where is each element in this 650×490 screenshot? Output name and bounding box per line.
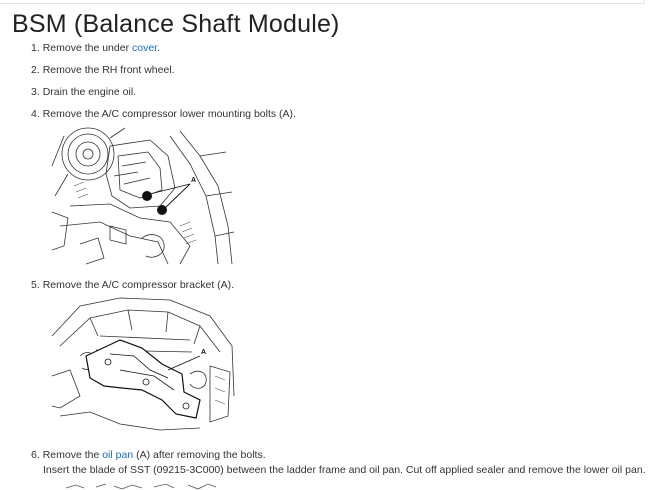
figure-callout-a: A [201,349,207,356]
step-number: 4. [31,108,40,120]
step-number: 1. [31,42,40,54]
cover-link[interactable]: cover [132,42,158,54]
step-4 [31,107,296,121]
figure-ac-compressor-bolts [50,126,235,266]
step-text: Drain the engine oil. [42,86,137,98]
step-number: 5. [31,279,40,291]
step-1 [31,41,160,55]
top-divider [0,3,645,4]
page-title: BSM (Balance Shaft Module) [12,10,340,38]
step-text: Remove the [42,449,103,461]
step-text: Remove the RH front wheel. [42,64,175,76]
step-2 [31,63,175,77]
step-5 [31,278,234,292]
step-text: Remove the under [42,42,132,54]
figure-callout-a: A [191,177,197,184]
figure-oil-pan-partial [62,482,222,490]
step-6-note: Insert the blade of SST (09215-3C000) between the ladder frame and oil pan. Cut off applied sealer and remove the lower oil pan. [43,464,646,476]
step-3 [31,85,136,99]
step-number: 2. [31,64,40,76]
engine-illustration-2 [50,296,235,436]
step-text-end: . [157,42,161,54]
step-text: Remove the A/C compressor lower mounting bolts (A). [42,108,296,120]
oil-pan-link[interactable]: oil pan [102,449,134,461]
step-text-end: (A) after removing the bolts. [133,449,266,461]
engine-illustration-3 [62,482,222,490]
step-text: Remove the A/C compressor bracket (A). [42,279,235,291]
step-number: 3. [31,86,40,98]
figure-ac-compressor-bracket [50,296,235,436]
right-divider [644,0,645,4]
engine-illustration-1 [50,126,235,266]
step-6 [31,448,266,462]
step-number: 6. [31,449,40,461]
